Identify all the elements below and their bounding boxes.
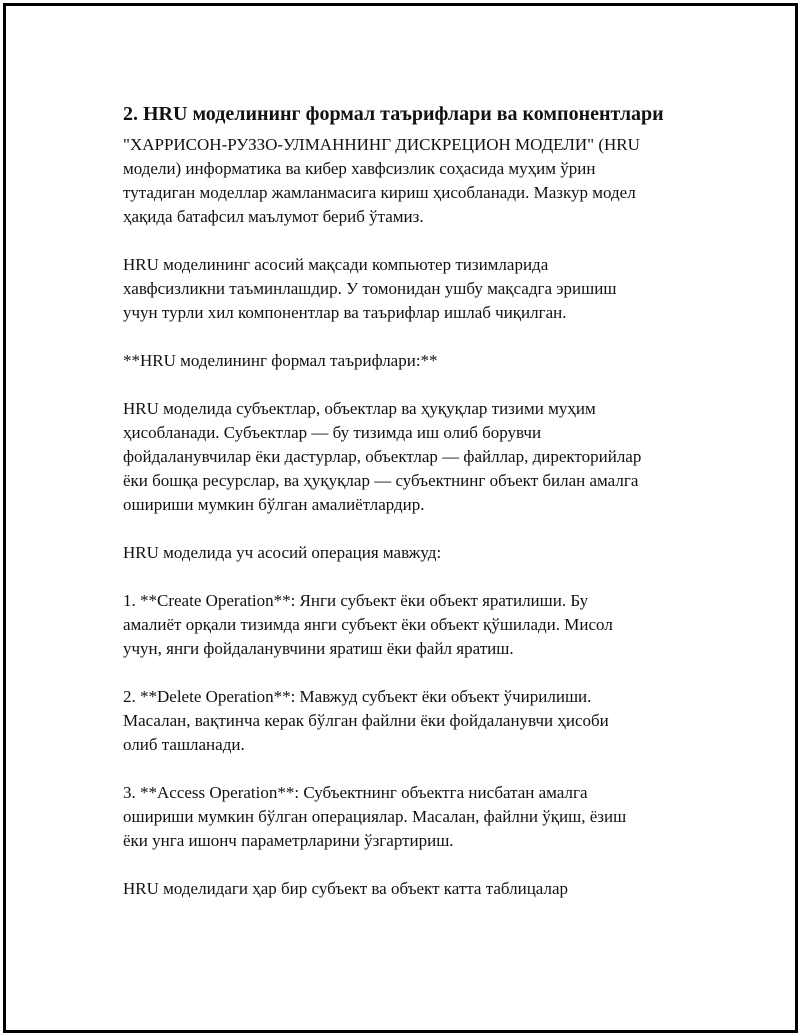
paragraph-definitions: HRU моделида субъектлар, объектлар ва ҳуқуқлар тизими муҳим ҳисобланади. Субъектлар — бу тизимда иш олиб борувчи фойдаланувчилар ёки дастурлар, объектлар — файллар, директорийлар ёки бошқа ресурслар, ва ҳуқуқлар — субъектнинг объект билан амалга ошириши мумкин бўлган амалиётлардир. [123,399,642,514]
paragraph-definitions-heading: **HRU моделининг формал таърифлари:** [123,351,438,370]
document-body [123,100,708,925]
paragraph-intro: "ХАРРИСОН-РУЗЗО-УЛМАННИНГ ДИСКРЕЦИОН МОДЕЛИ" (HRU модели) информатика ва кибер хавфсизлик соҳасида муҳим ўрин тутадиган моделлар жамланмасига кириш ҳисобланади. Мазкур модел ҳақида батафсил маълумот бериб ўтамиз. [123,135,640,226]
page-frame [3,3,798,1033]
paragraph-delete-operation: 2. **Delete Operation**: Мавжуд субъект ёки объект ўчирилиши. Масалан, вақтинча керак бўлган файлни ёки фойдаланувчи ҳисоби олиб ташланади. [123,687,609,754]
paragraph-create-operation: 1. **Create Operation**: Янги субъект ёки объект яратилиши. Бу амалиёт орқали тизимда янги субъект ёки объект қўшилади. Мисол учун, янги фойдаланувчини яратиш ёки файл яратиш. [123,591,613,658]
section-heading: 2. HRU моделининг формал таърифлари ва компонентлари [123,103,664,125]
paragraph-purpose: HRU моделининг асосий мақсади компьютер тизимларида хавфсизликни таъминлашдир. У томонидан ушбу мақсадга эришиш учун турли хил компонентлар ва таърифлар ишлаб чиқилган. [123,255,617,322]
paragraph-operations-intro: HRU моделида уч асосий операция мавжуд: [123,543,442,562]
paragraph-access-operation: 3. **Access Operation**: Субъектнинг объектга нисбатан амалга ошириши мумкин бўлган операциялар. Масалан, файлни ўқиш, ёзиш ёки унга ишонч параметрларини ўзгартириш. [123,783,627,850]
paragraph-tables: HRU моделидаги ҳар бир субъект ва объект катта таблицалар [123,879,569,898]
